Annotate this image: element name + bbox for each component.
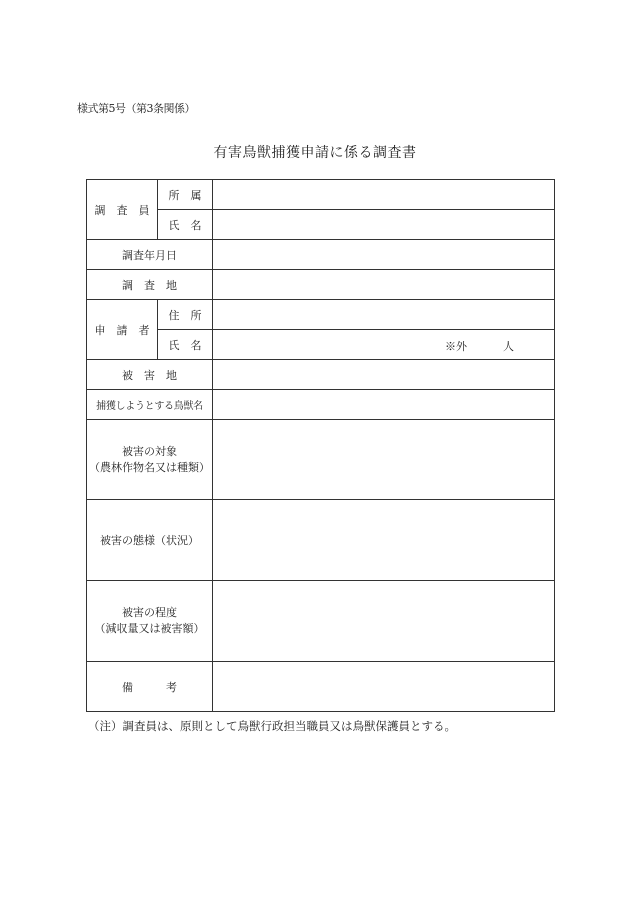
persons-unit: 人 [503,340,514,353]
surveyor-name-field[interactable] [213,210,555,240]
form-reference: 様式第5号（第3条関係） [77,102,195,115]
surveyor-label: 調 査 員 [87,180,158,240]
applicant-name-label: 氏 名 [158,330,213,360]
row-survey-date [87,240,555,270]
row-applicant-address [87,300,555,330]
survey-date-field[interactable] [213,240,555,270]
address-label: 住 所 [158,300,213,330]
remarks-label: 備 考 [87,662,213,712]
damage-degree-label-line2: （減収量又は被害額） [94,622,205,635]
row-target-animal [87,390,555,420]
others-mark: ※外 [445,340,467,353]
row-applicant-name [87,330,555,360]
damage-target-label-line2: （農林作物名又は種類） [89,460,210,474]
damage-location-label: 被 害 地 [87,360,213,390]
target-animal-field[interactable] [213,390,555,420]
footnote: （注）調査員は、原則として鳥獣行政担当職員又は鳥獣保護員とする。 [88,719,456,733]
damage-target-label-line1: 被害の対象 [122,444,177,458]
damage-degree-label-line1: 被害の程度 [122,606,177,619]
applicant-address-field[interactable] [213,300,555,330]
row-damage-state [87,500,555,581]
row-damage-location [87,360,555,390]
applicant-label: 申 請 者 [87,300,158,360]
damage-location-field[interactable] [213,360,555,390]
surveyor-name-label: 氏 名 [158,210,213,240]
damage-state-label: 被害の態様（状況） [87,500,213,581]
damage-degree-label [87,581,213,662]
row-surveyor-name [87,210,555,240]
survey-location-label: 調 査 地 [87,270,213,300]
row-damage-degree [87,581,555,662]
damage-target-label [87,420,213,500]
row-survey-location [87,270,555,300]
damage-state-field[interactable] [213,500,555,581]
damage-degree-field[interactable] [213,581,555,662]
remarks-field[interactable] [213,662,555,712]
document-title: 有害鳥獣捕獲申請に係る調査書 [213,145,417,161]
row-surveyor-affiliation [87,180,555,210]
survey-location-field[interactable] [213,270,555,300]
target-animal-label: 捕獲しようとする鳥獣名 [87,390,213,420]
affiliation-label: 所 属 [158,180,213,210]
applicant-name-field[interactable] [213,330,555,360]
survey-form-table [86,179,555,712]
damage-target-field[interactable] [213,420,555,500]
surveyor-affiliation-field[interactable] [213,180,555,210]
row-damage-target [87,420,555,500]
row-remarks [87,662,555,712]
survey-date-label: 調査年月日 [87,240,213,270]
